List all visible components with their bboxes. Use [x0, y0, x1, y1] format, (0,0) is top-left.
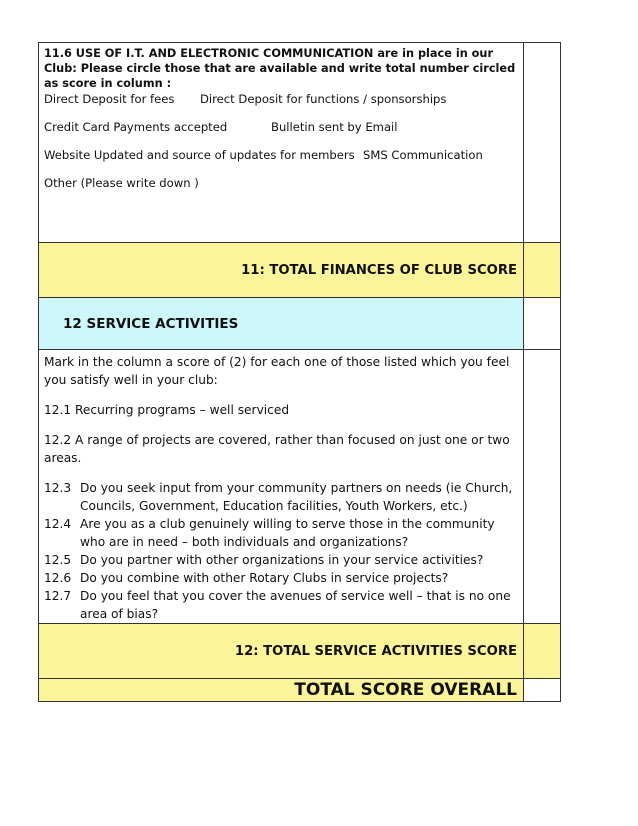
- section-11-6-heading: 11.6 USE OF I.T. AND ELECTRONIC COMMUNICATION are in place in our Club: Please circle those that are available and write total number circled as score in column :: [44, 47, 516, 90]
- item-number: 12.3: [44, 481, 72, 495]
- section-12-content-row: [39, 350, 561, 624]
- section-12-content-cell: [39, 350, 524, 624]
- option-website-updated[interactable]: Website Updated and source of updates for members: [44, 148, 355, 162]
- section-11-6-cell: [39, 43, 524, 243]
- item-number: 12.5: [44, 553, 72, 567]
- score-cell-12-header: [524, 298, 561, 350]
- section-12-header-row: [39, 298, 561, 350]
- section-11-total-label: 11: TOTAL FINANCES OF CLUB SCORE: [39, 243, 524, 298]
- item-text: Do you combine with other Rotary Clubs in service projects?: [80, 571, 449, 585]
- section-11-6-row: [39, 43, 561, 243]
- item-text: Do you feel that you cover the avenues of service well – that is no one area of bias?: [80, 589, 511, 621]
- list-item: [44, 479, 518, 515]
- overall-total-row: [39, 679, 561, 702]
- item-text: Do you seek input from your community partners on needs (ie Church, Councils, Government, Education facilities, Youth Workers, etc.): [80, 481, 513, 513]
- option-row-1: [39, 91, 523, 107]
- item-number: 12.7: [44, 589, 72, 603]
- score-cell-12[interactable]: [524, 350, 561, 624]
- section-12-header: [39, 298, 524, 350]
- item-12-2: 12.2 A range of projects are covered, rather than focused on just one or two areas.: [44, 433, 510, 465]
- option-other[interactable]: Other (Please write down ): [44, 176, 199, 190]
- assessment-form-table: [38, 42, 561, 702]
- section-12-intro: Mark in the column a score of (2) for each one of those listed which you feel you satisfy well in your club:: [44, 355, 510, 387]
- list-item: [44, 569, 518, 587]
- item-text: Do you partner with other organizations in your service activities?: [80, 553, 484, 567]
- score-cell-12-total[interactable]: [524, 624, 561, 679]
- section-12-number: 12: [63, 315, 82, 332]
- score-cell-11-total[interactable]: [524, 243, 561, 298]
- section-12-title: SERVICE ACTIVITIES: [86, 315, 239, 332]
- option-row-3: [39, 147, 523, 163]
- item-12-1: 12.1 Recurring programs – well serviced: [44, 403, 290, 417]
- section-12-total-row: [39, 624, 561, 679]
- option-direct-deposit-fees[interactable]: Direct Deposit for fees: [44, 92, 175, 106]
- option-credit-card-payments[interactable]: Credit Card Payments accepted: [44, 120, 228, 134]
- section-12-total-label: 12: TOTAL SERVICE ACTIVITIES SCORE: [39, 624, 524, 679]
- service-items-list: [44, 479, 518, 623]
- option-sms-communication[interactable]: SMS Communication: [363, 148, 483, 162]
- list-item: [44, 551, 518, 569]
- score-cell-overall[interactable]: [524, 679, 561, 702]
- option-bulletin-email[interactable]: Bulletin sent by Email: [271, 120, 398, 134]
- score-cell-11-6[interactable]: [524, 43, 561, 243]
- option-row-2: [39, 119, 523, 135]
- overall-total-label: TOTAL SCORE OVERALL: [39, 679, 524, 702]
- section-11-total-row: [39, 243, 561, 298]
- option-direct-deposit-functions[interactable]: Direct Deposit for functions / sponsorships: [200, 92, 447, 106]
- list-item: [44, 587, 518, 623]
- item-number: 12.6: [44, 571, 72, 585]
- list-item: [44, 515, 518, 551]
- item-text: Are you as a club genuinely willing to serve those in the community who are in need – both individuals and organizations?: [80, 517, 495, 549]
- item-number: 12.4: [44, 517, 72, 531]
